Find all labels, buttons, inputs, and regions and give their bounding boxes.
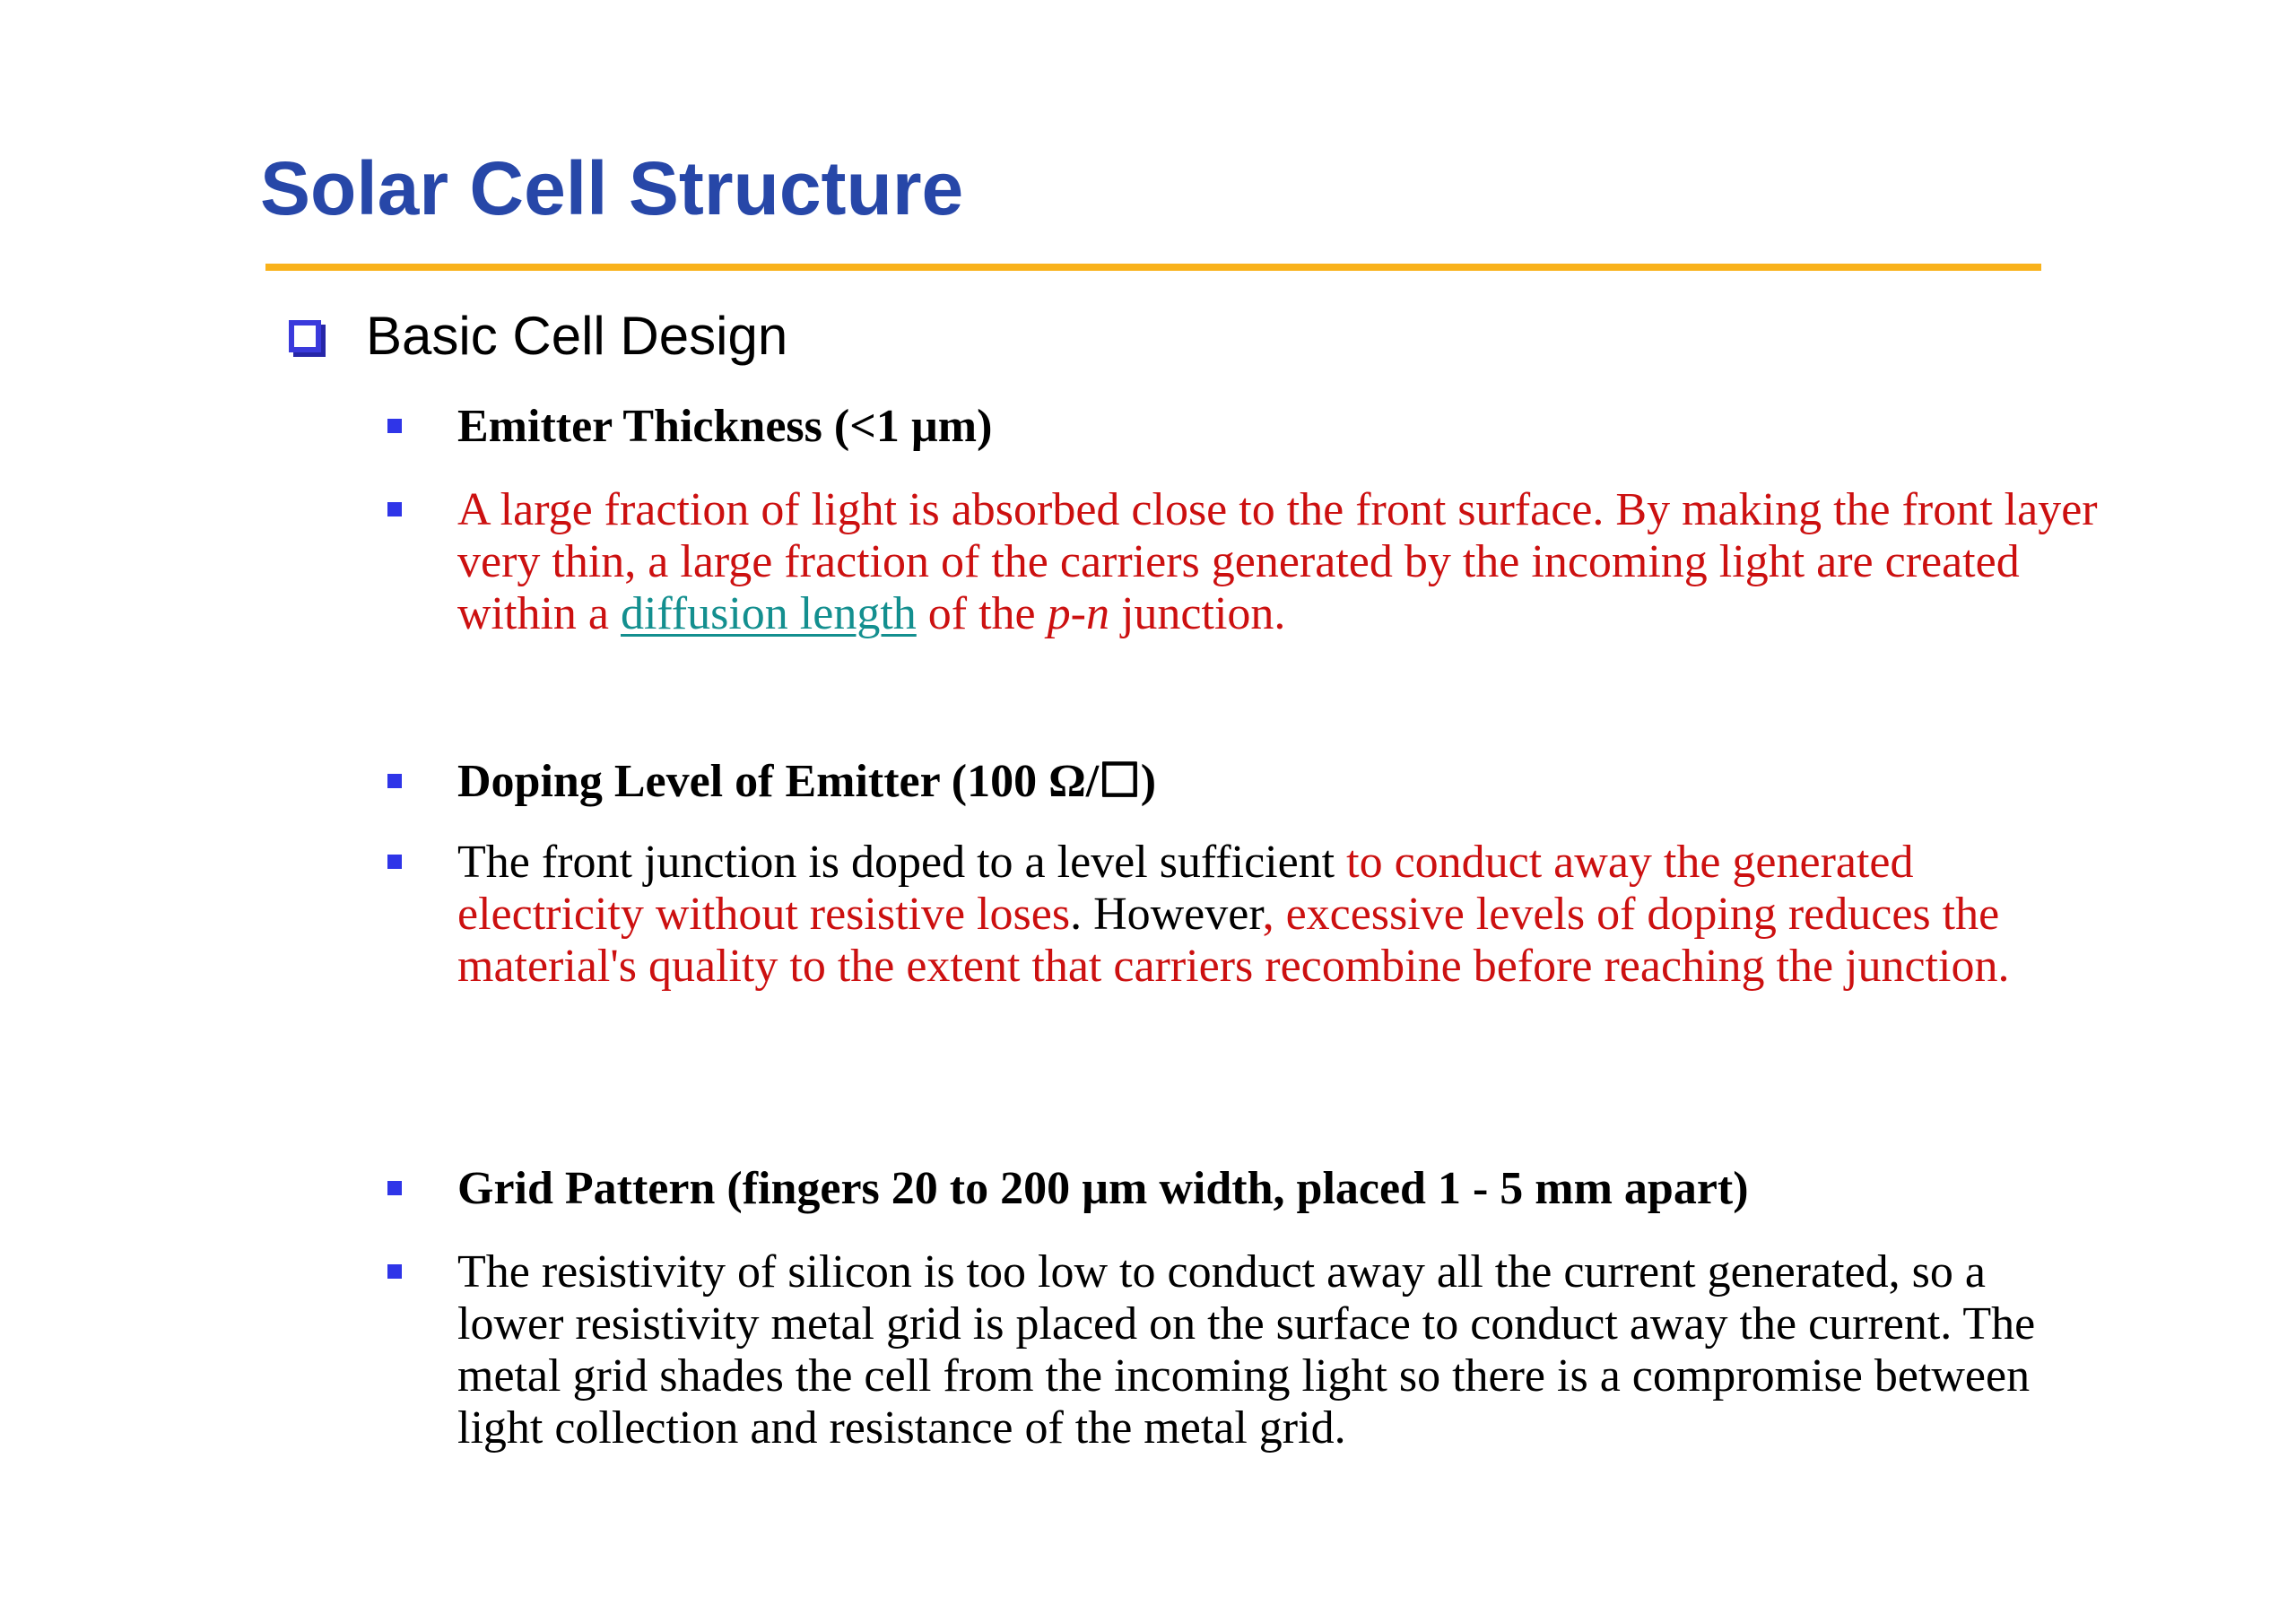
body-text-italic: p-n bbox=[1047, 588, 1109, 639]
body-text-emphasis: to conduct away the generated electricity without resistive loses bbox=[457, 837, 1914, 940]
section-label: Basic Cell Design bbox=[366, 306, 788, 366]
diffusion-length-link[interactable]: diffusion length bbox=[620, 588, 917, 639]
page-title: Solar Cell Structure bbox=[260, 146, 964, 230]
item-heading: Doping Level of Emitter (100 Ω/☐) bbox=[457, 756, 1157, 807]
body-text: A large fraction of light is absorbed close to the front surface. By making the front layer very thin, a large fraction of the carriers generated by the incoming light are created within a bbox=[457, 484, 2098, 639]
title-divider bbox=[265, 264, 2041, 271]
bullet-icon bbox=[387, 774, 402, 788]
item-body bbox=[457, 837, 2099, 993]
section-heading bbox=[289, 306, 788, 366]
body-text: The front junction is doped to a level sufficient bbox=[457, 837, 1347, 888]
body-text-emphasis: , excessive levels of doping reduces the material's quality to the extent that carriers recombine before reaching the junction. bbox=[457, 889, 2010, 992]
body-text: . However bbox=[1070, 889, 1263, 940]
bullet-icon bbox=[387, 502, 402, 516]
bullet-icon bbox=[387, 419, 402, 433]
square-checkbox-icon bbox=[289, 320, 321, 352]
item-heading: Emitter Thickness (<1 µm) bbox=[457, 401, 993, 452]
body-text: of the bbox=[916, 588, 1048, 639]
item-body: The resistivity of silicon is too low to conduct away all the current generated, so a lower resistivity metal grid is placed on the surface to conduct away the current. The metal grid shades the cell from the incoming light so there is a compromise between light collection and resistance of the metal grid. bbox=[457, 1246, 2036, 1454]
body-text: junction. bbox=[1109, 588, 1286, 639]
bullet-icon bbox=[387, 855, 402, 869]
bullet-icon bbox=[387, 1264, 402, 1279]
bullet-icon bbox=[387, 1181, 402, 1195]
item-heading: Grid Pattern (fingers 20 to 200 µm width, placed 1 - 5 mm apart) bbox=[457, 1163, 1749, 1214]
item-body bbox=[457, 484, 2099, 640]
